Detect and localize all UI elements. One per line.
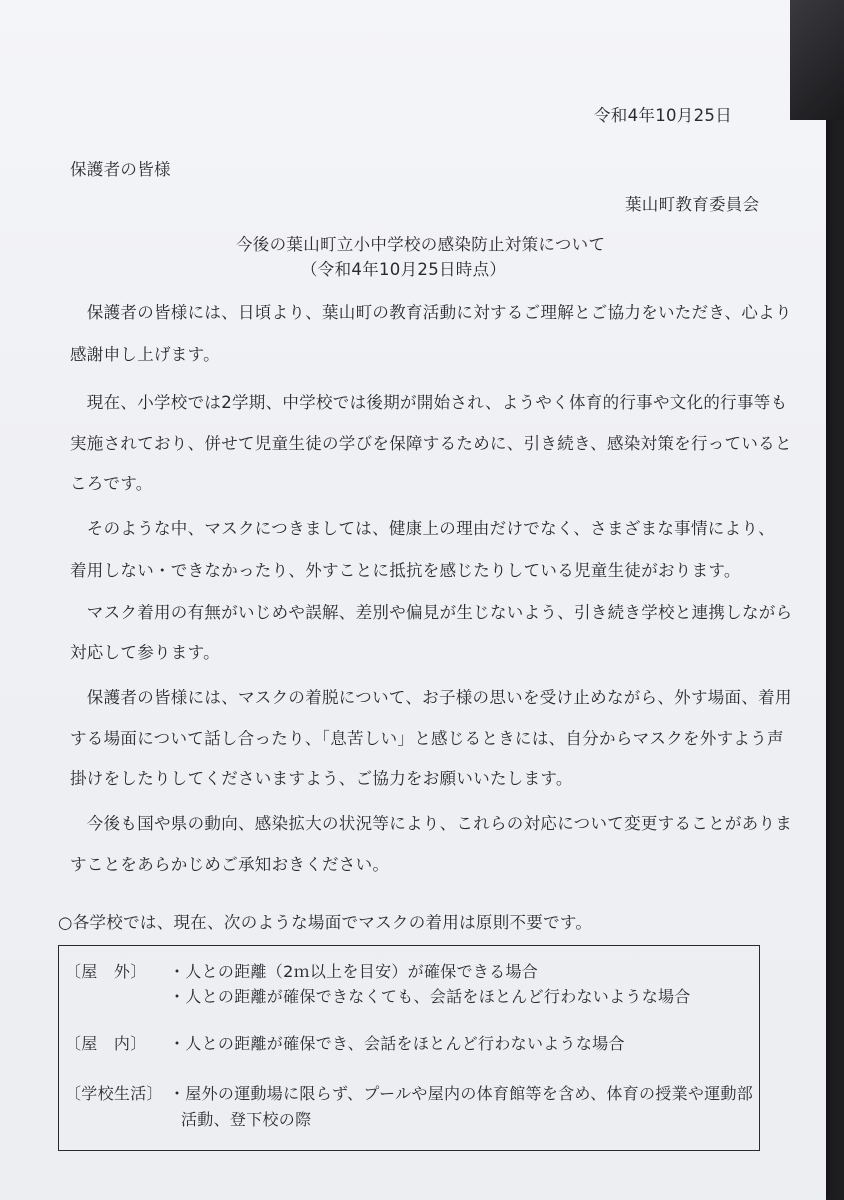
body-line: 現在、小学校では2学期、中学校では後期が開始され、ようやく体育的行事や文化的行事等も xyxy=(70,393,788,412)
body-line: 感謝申し上げます。 xyxy=(70,345,220,364)
body-line: 今後も国や県の動向、感染拡大の状況等により、これらの対応について変更することがありま xyxy=(70,814,793,833)
indoor-label: 〔屋 内〕 xyxy=(65,1034,147,1053)
sender: 葉山町教育委員会 xyxy=(625,195,760,214)
recipient: 保護者の皆様 xyxy=(70,160,171,179)
body-line: 着用しない・できなかったり、外すことに抵抗を感じたりしている児童生徒がおります。 xyxy=(70,561,741,580)
school-life-item: 活動、登下校の際 xyxy=(181,1110,312,1129)
body-line: そのような中、マスクにつきましては、健康上の理由だけでなく、さまざまな事情により、 xyxy=(70,519,775,538)
outdoor-label: 〔屋 外〕 xyxy=(65,962,147,981)
background-corner xyxy=(790,0,844,120)
document-title: 今後の葉山町立小中学校の感染防止対策について xyxy=(236,235,606,254)
school-life-item: ・屋外の運動場に限らず、プールや屋内の体育館等を含め、体育の授業や運動部 xyxy=(169,1084,754,1103)
body-line: する場面について話し合ったり、「息苦しい」と感じるときには、自分からマスクを外すよう声 xyxy=(70,729,784,748)
notice-line: ○各学校では、現在、次のような場面でマスクの着用は原則不要です。 xyxy=(58,913,593,932)
body-line: 保護者の皆様には、日頃より、葉山町の教育活動に対するご理解とご協力をいただき、心より xyxy=(70,303,792,322)
outdoor-item: ・人との距離が確保できなくても、会話をほとんど行わないような場合 xyxy=(169,987,691,1006)
body-line: 保護者の皆様には、マスクの着脱について、お子様の思いを受け止めながら、外す場面、着用 xyxy=(70,688,792,707)
document-subtitle: （令和4年10月25日時点） xyxy=(301,260,507,279)
body-line: ころです。 xyxy=(70,474,153,493)
document-date: 令和4年10月25日 xyxy=(594,106,732,125)
body-line: 対応して参ります。 xyxy=(70,643,220,662)
body-line: マスク着用の有無がいじめや誤解、差別や偏見が生じないよう、引き続き学校と連携しながら xyxy=(70,603,793,622)
body-line: 実施されており、併せて児童生徒の学びを保障するために、引き続き、感染対策を行っていると xyxy=(70,434,792,453)
school-life-label: 〔学校生活〕 xyxy=(65,1084,163,1103)
outdoor-item: ・人との距離（2ｍ以上を目安）が確保できる場合 xyxy=(169,962,539,981)
exemption-box xyxy=(58,945,760,1151)
body-line: すことをあらかじめご承知おきください。 xyxy=(70,855,390,874)
body-line: 掛けをしたりしてくださいますよう、ご協力をお願いいたします。 xyxy=(70,769,573,788)
indoor-item: ・人との距離が確保でき、会話をほとんど行わないような場合 xyxy=(169,1034,625,1053)
